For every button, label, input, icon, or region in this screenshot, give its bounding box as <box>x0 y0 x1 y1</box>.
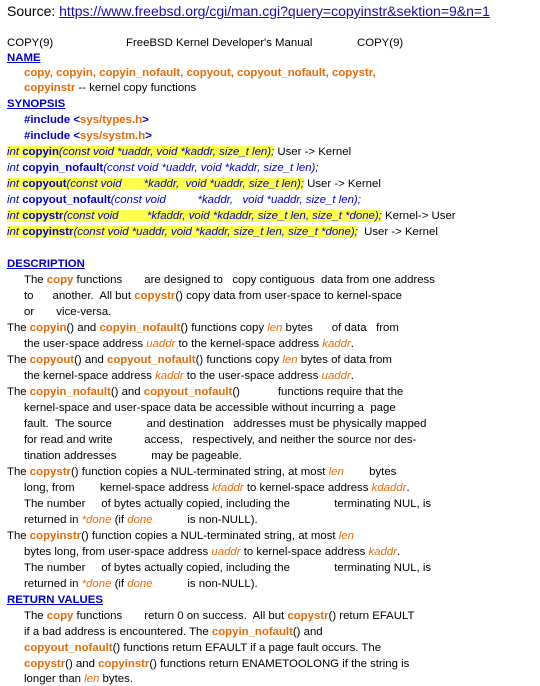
desc-p3-line2: the kernel-space address kaddr to the user-space address uaddr. <box>24 370 354 382</box>
desc-p2-line1: The copyin() and copyin_nofault() functions copy len bytes of data from <box>7 322 399 334</box>
return-line1: The copy functions return 0 on success. All but copystr() return EFAULT <box>24 610 415 622</box>
return-line4: copystr() and copyinstr() functions return ENAMETOOLONG if the string is <box>24 658 410 670</box>
desc-p4-line1: The copyin_nofault() and copyout_nofault() functions require that the <box>7 386 404 398</box>
synopsis-copyout-nofault: int copyout_nofault(const void *kaddr, void *uaddr, size_t len); <box>7 194 361 206</box>
desc-p4-line4: for read and write access, respectively, and neither the source nor des- <box>24 434 417 446</box>
desc-p1-line3: or vice-versa. <box>24 306 112 318</box>
section-return-values-heading: RETURN VALUES <box>7 594 103 606</box>
synopsis-copystr: int copystr(const void *kfaddr, void *kdaddr, size_t len, size_t *done); Kernel-> User <box>7 210 456 222</box>
desc-p6-line1: The copyinstr() function copies a NUL-terminated string, at most len <box>7 530 354 542</box>
section-synopsis-heading: SYNOPSIS <box>7 98 66 110</box>
return-line2: if a bad address is encountered. The copyin_nofault() and <box>24 626 323 638</box>
desc-p5-line1: The copystr() function copies a NUL-terminated string, at most len bytes <box>7 466 397 478</box>
desc-p5-line2: long, from kernel-space address kfaddr to kernel-space address kdaddr. <box>24 482 410 494</box>
desc-p1-line1: The copy functions are designed to copy contiguous data from one address <box>24 274 435 286</box>
desc-p4-line2: kernel-space and user-space data be accessible without incurring a page <box>24 402 396 414</box>
name-line-2: copyinstr -- kernel copy functions <box>24 82 197 94</box>
section-name-heading: NAME <box>7 52 41 64</box>
source-label: Source: <box>7 3 60 19</box>
synopsis-copyinstr: int copyinstr(const void *uaddr, void *kaddr, size_t len, size_t *done); User -> Kernel <box>7 226 438 238</box>
synopsis-copyin: int copyin(const void *uaddr, void *kaddr, size_t len); User -> Kernel <box>7 146 352 158</box>
desc-p5-line4: returned in *done (if done is non-NULL). <box>24 514 258 526</box>
return-line5: longer than len bytes. <box>24 673 133 685</box>
header-right: COPY(9) <box>357 37 404 49</box>
desc-p3-line1: The copyout() and copyout_nofault() functions copy len bytes of data from <box>7 354 392 366</box>
include-types: #include <sys/types.h> <box>24 114 149 126</box>
desc-p5-line3: The number of bytes actually copied, including the terminating NUL, is <box>24 498 432 510</box>
name-line-1: copy, copyin, copyin_nofault, copyout, copyout_nofault, copystr, <box>24 67 376 79</box>
desc-p6-line4: returned in *done (if done is non-NULL). <box>24 578 258 590</box>
source-link[interactable]: https://www.freebsd.org/cgi/man.cgi?query=copyinstr&sektion=9&n=1 <box>59 3 490 19</box>
return-line3: copyout_nofault() functions return EFAULT if a page fault occurs. The <box>24 642 382 654</box>
source-line <box>7 2 490 20</box>
desc-p4-line5: tination addresses may be pageable. <box>24 450 242 462</box>
desc-p6-line3: The number of bytes actually copied, including the terminating NUL, is <box>24 562 432 574</box>
synopsis-copyin-nofault: int copyin_nofault(const void *uaddr, void *kaddr, size_t len); <box>7 162 319 174</box>
desc-p1-line2: to another. All but copystr() copy data from user-space to kernel-space <box>24 290 402 302</box>
header-center: FreeBSD Kernel Developer's Manual <box>126 37 313 49</box>
desc-p4-line3: fault. The source and destination addresses must be physically mapped <box>24 418 427 430</box>
synopsis-copyout: int copyout(const void *kaddr, void *uaddr, size_t len); User -> Kernel <box>7 178 381 190</box>
desc-p2-line2: the user-space address uaddr to the kernel-space address kaddr. <box>24 338 354 350</box>
section-description-heading: DESCRIPTION <box>7 258 85 270</box>
include-systm: #include <sys/systm.h> <box>24 130 152 142</box>
header-left: COPY(9) <box>7 37 54 49</box>
desc-p6-line2: bytes long, from user-space address uaddr to kernel-space address kaddr. <box>24 546 401 558</box>
